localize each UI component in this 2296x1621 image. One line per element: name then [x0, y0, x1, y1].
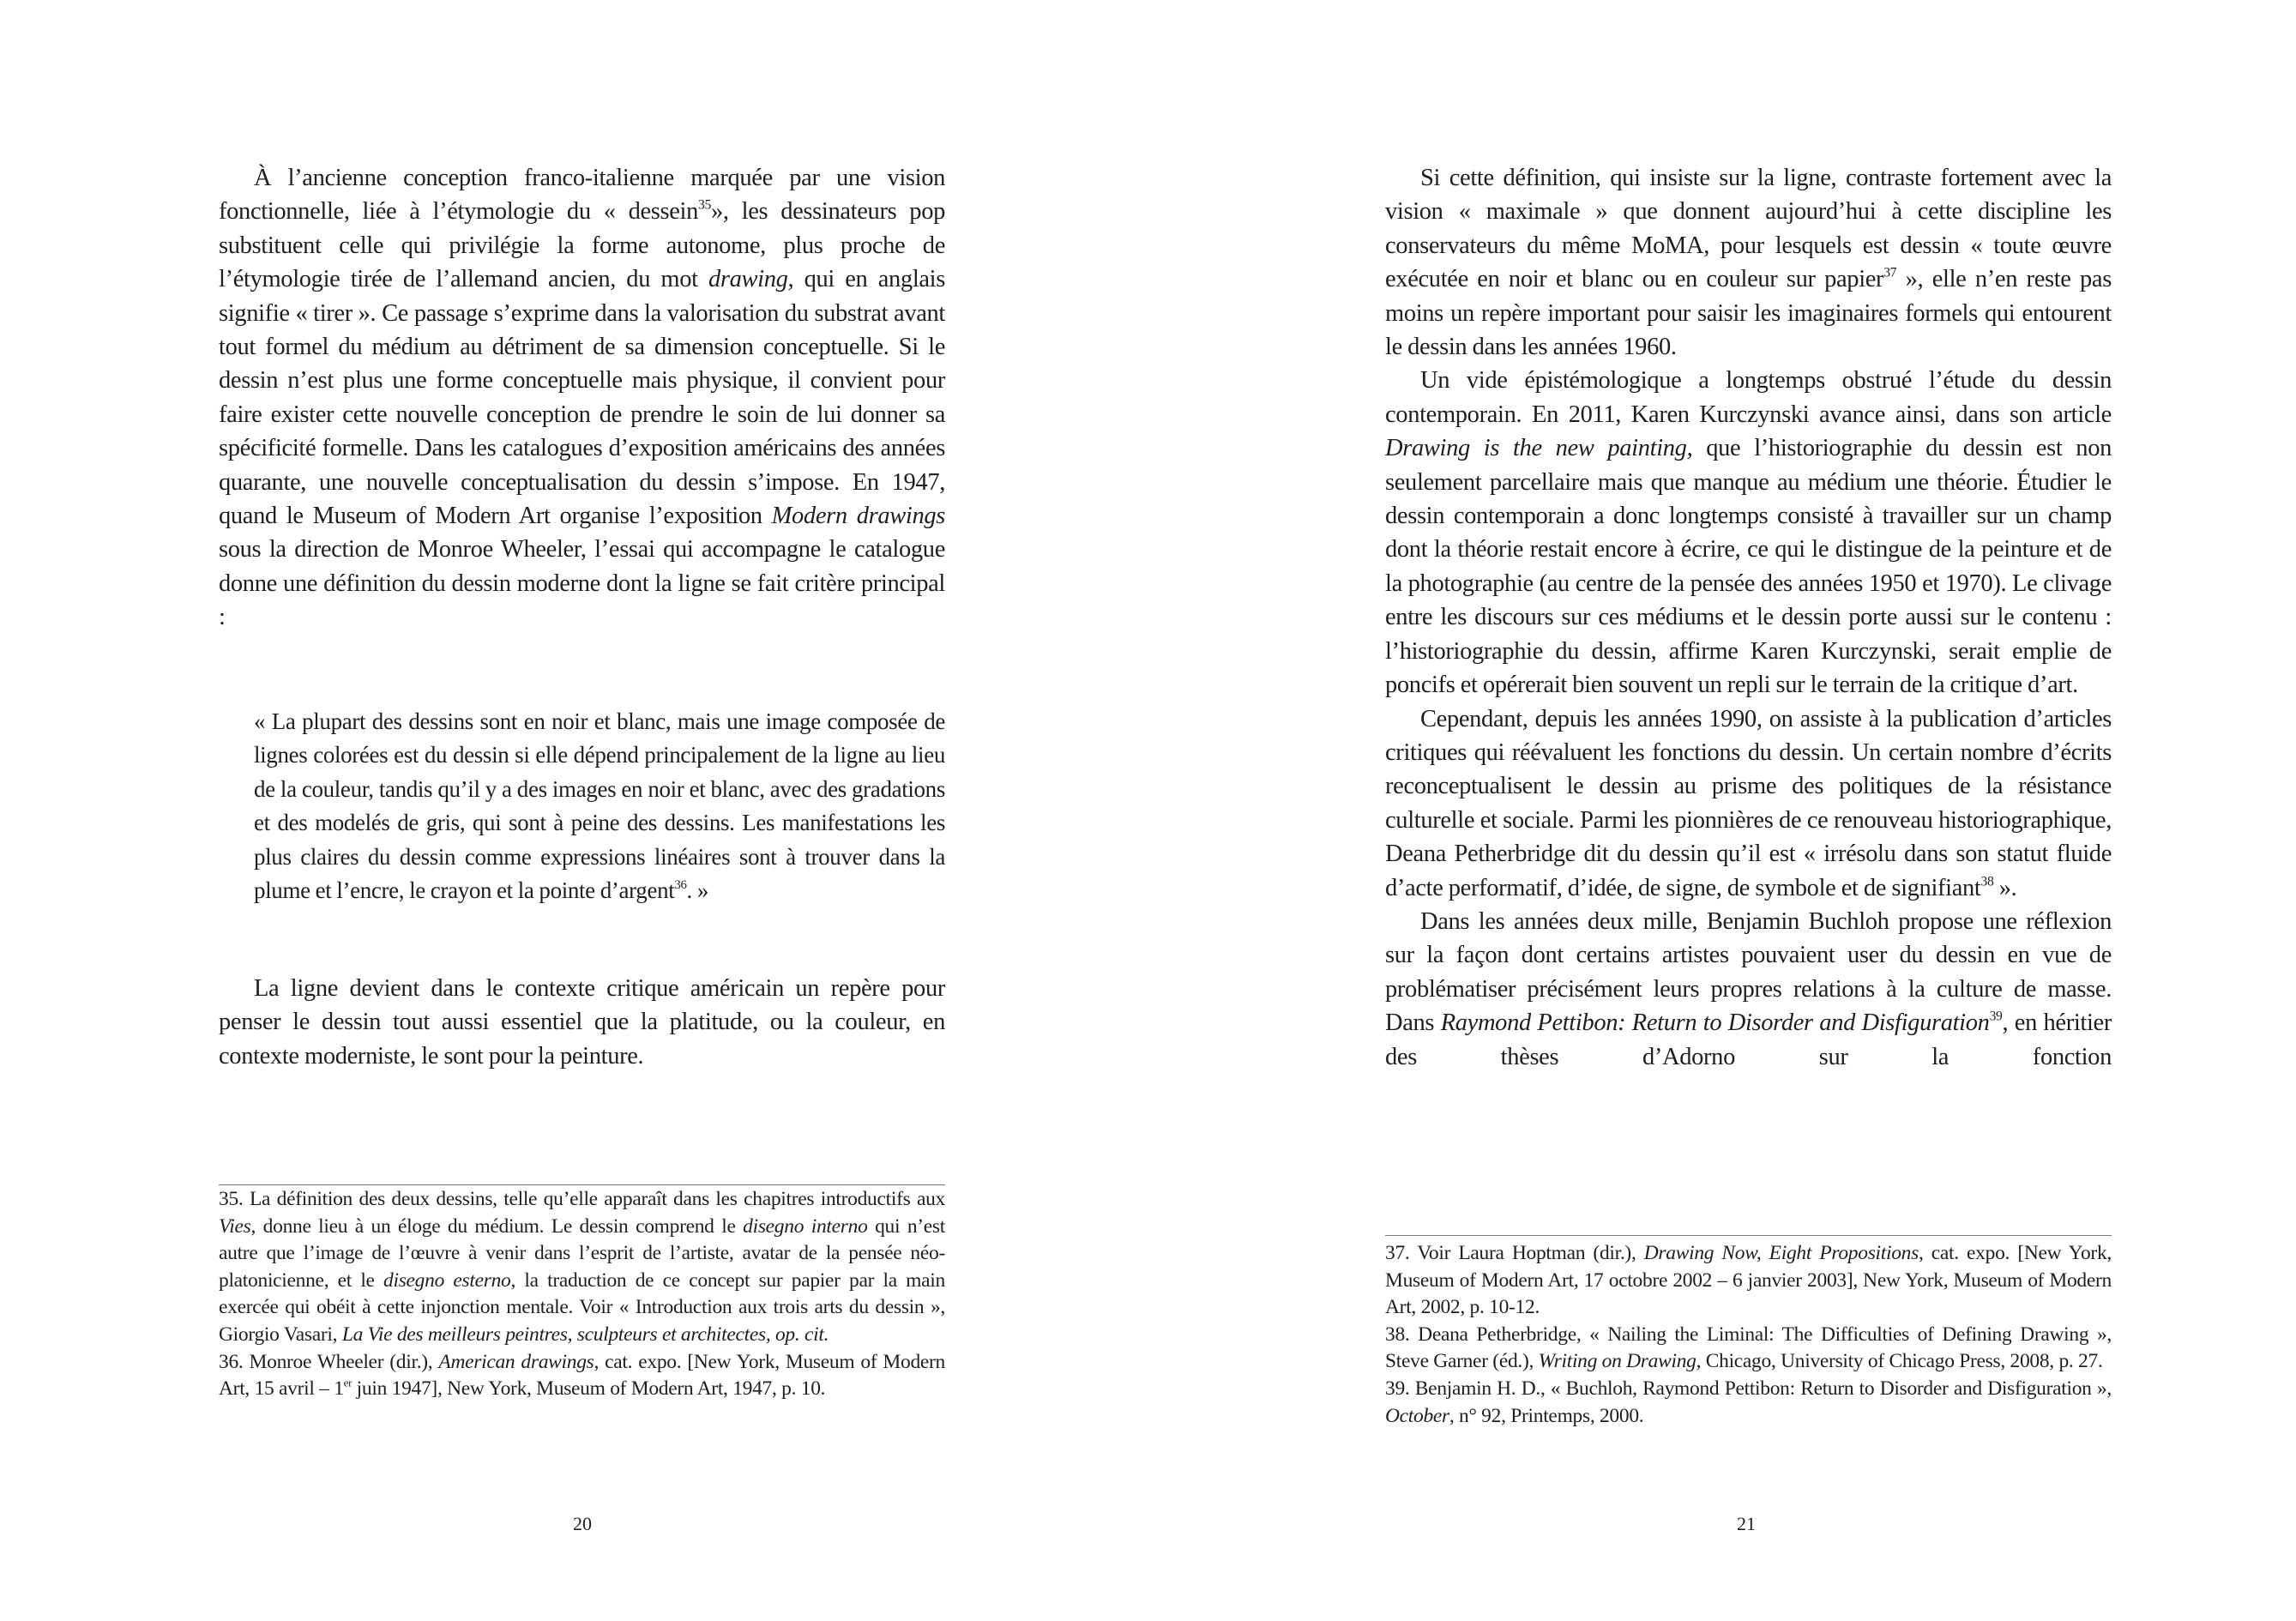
italic-text: drawing,	[708, 266, 794, 293]
text-run: 36. Monroe Wheeler (dir.),	[219, 1350, 439, 1373]
quote-paragraph	[254, 705, 945, 907]
text-run: « La plupart des dessins sont en noir et blanc, mais une image composée de lignes colorées est du dessin si elle dépend principalement de la ligne au lieu de la couleur, tandis qu’il y a des images en noir et blanc, avec des gradations et des modelés de gris, qui sont à peine des dessins. Les manifestations les plus claires du dessin comme expressions linéaires sont à trouver dans la plume et l’encre, le crayon et la pointe d’argent	[254, 708, 945, 904]
italic-text: La Vie des meilleurs peintres, sculpteurs et architectes, op. cit.	[341, 1323, 829, 1346]
italic-text: Modern drawings	[771, 503, 945, 530]
text-run: », elle n’en reste pas moins un repère important pour saisir les imaginaires formels qui entourent le dessin dans les années 1960.	[1385, 266, 2112, 361]
footnote	[219, 1186, 945, 1349]
text-run: , la traduction de ce concept sur papier par la main exercée qui obéit à cette injonction mentale. Voir « Introduction aux trois arts du dessin », Giorgio Vasari,	[219, 1268, 945, 1346]
page-number: 21	[1737, 1513, 1756, 1534]
body-text-top	[219, 161, 945, 635]
text-run: 37. Voir Laura Hoptman (dir.),	[1385, 1242, 1644, 1264]
text-run: , cat. expo. [New York, Museum of Modern Art, 17 octobre 2002 – 6 janvier 2003], New York, Museum of Modern Art, 2002, p. 10-12.	[1385, 1242, 2112, 1319]
footnote	[1385, 1240, 2112, 1322]
footnotes	[1385, 1240, 2112, 1430]
italic-text: Writing on Drawing	[1538, 1350, 1696, 1373]
text-run: que l’historiographie du dessin est non seulement parcellaire mais que manque au médium une théorie. Étudier le dessin contemporain a donc longtemps consisté à travailler sur un champ dont la théorie restait encore à écrire, ce qui le distingue de la peinture et de la photographie (au centre de la pensée des années 1950 et 1970). Le clivage entre les discours sur ces médiums et le dessin porte aussi sur le contenu : l’historiographie du dessin, affirme Karen Kurczynski, serait emplie de poncifs et opérerait bien souvent un repli sur le terrain de la critique d’art.	[1385, 435, 2112, 699]
italic-text: disegno interno	[743, 1214, 868, 1238]
footnotes	[219, 1186, 945, 1403]
text-run: 35. La définition des deux dessins, telle qu’elle apparaît dans les chapitres introductifs aux	[219, 1188, 945, 1210]
text-run: qui en anglais signifie « tirer ». Ce passage s’exprime dans la valorisation du substrat avant tout formel du médium au détriment de sa dimension conceptuelle. Si le dessin n’est plus une forme conceptuelle mais physique, il convient pour faire exister cette nouvelle conception de prendre le soin de lui donner sa spécificité formelle. Dans les catalogues d’exposition américains des années quarante, une nouvelle conceptualisation du dessin s’impose. En 1947, quand le Museum of Modern Art organise l’exposition	[219, 266, 945, 530]
text-run: qui n’est autre que l’image de l’œuvre à venir dans l’esprit de l’artiste, avatar de la pensée néo-platonicienne, et le	[219, 1214, 945, 1292]
text-run: , en héritier des thèses d’Adorno sur la fonction	[1385, 1009, 2112, 1070]
italic-text: disegno esterno	[383, 1268, 511, 1292]
text-run: , Chicago, University of Chicago Press, 2008, p. 27.	[1696, 1350, 2103, 1373]
footnote-ref: 37	[1883, 265, 1897, 280]
footnote-divider	[1385, 1235, 2112, 1236]
footnote	[1385, 1322, 2112, 1376]
block-quote	[254, 705, 945, 907]
text-run: . »	[686, 877, 708, 904]
paragraph	[1385, 905, 2112, 1074]
paragraph	[219, 972, 945, 1073]
paragraph	[1385, 161, 2112, 364]
right-page	[1148, 0, 2295, 1621]
footnote-divider	[219, 1184, 945, 1185]
footnote-ref: er	[343, 1376, 353, 1389]
text-run: ».	[1993, 874, 2017, 901]
italic-text: Drawing is the new painting,	[1385, 435, 1693, 462]
text-run: Cependant, depuis les années 1990, on assiste à la publication d’articles critiques qui réévaluent les fonctions du dessin. Un certain nombre d’écrits reconceptualisent le dessin au prisme des politiques de la résistance culturelle et sociale. Parmi les pionnières de ce renouveau historiographique, Deana Petherbridge dit du dessin qu’il est « irrésolu dans son statut fluide d’acte performatif, d’idée, de signe, de symbole et de signifiant	[1385, 705, 2112, 901]
text-run: Si cette définition, qui insiste sur la ligne, contraste fortement avec la vision « maximale » que donnent aujourd’hui à cette discipline les conservateurs du même MoMA, pour lesquels est dessin « toute œuvre exécutée en noir et blanc ou en couleur sur papier	[1385, 165, 2112, 293]
italic-text: Vies	[219, 1214, 251, 1238]
paragraph	[1385, 364, 2112, 702]
footnote	[1385, 1376, 2112, 1430]
text-run: La ligne devient dans le contexte critique américain un repère pour penser le dessin tout aussi essentiel que la platitude, ou la couleur, en contexte moderniste, le sont pour la peinture.	[219, 975, 945, 1070]
text-run: , donne lieu à un éloge du médium. Le dessin comprend le	[250, 1214, 744, 1238]
italic-text: Drawing Now, Eight Propositions	[1643, 1242, 1919, 1264]
footnote-ref: 38	[1980, 873, 1994, 889]
footnote-ref: 35	[698, 197, 711, 213]
text-run: », les dessinateurs pop substituent celle qui privilégie la forme autonome, plus proche de l’étymologie tirée de l’allemand ancien, du mot	[219, 198, 945, 293]
italic-text: American drawings	[438, 1350, 594, 1373]
body-text	[1385, 161, 2112, 1074]
text-run: sous la direction de Monroe Wheeler, l’essai qui accompagne le catalogue donne une définition du dessin moderne dont la ligne se fait critère principal :	[219, 536, 945, 631]
text-run: Dans les années deux mille, Benjamin Buchloh propose une réflexion sur la façon dont certains artistes pouvaient user du dessin en vue de problématiser précisément leurs propres relations à la culture de masse. Dans	[1385, 907, 2112, 1037]
footnote-ref: 36	[674, 877, 687, 892]
text-run: , n° 92, Printemps, 2000.	[1449, 1404, 1644, 1427]
footnote-ref: 39	[1989, 1009, 2003, 1024]
text-run: juin 1947], New York, Museum of Modern Art, 1947, p. 10.	[352, 1377, 826, 1401]
text-run: Un vide épistémologique a longtemps obstrué l’étude du dessin contemporain. En 2011, Karen Kurczynski avance ainsi, dans son article	[1385, 367, 2112, 428]
italic-text: Raymond Pettibon: Return to Disorder and Disfiguration	[1440, 1009, 1990, 1037]
text-run: 38. Deana Petherbridge, « Nailing the Liminal: The Difficulties of Defining Drawing », Steve Garner (éd.),	[1385, 1323, 2112, 1373]
text-run: À l’ancienne conception franco-italienne marquée par une vision fonctionnelle, liée à l’étymologie du « dessein	[219, 165, 945, 226]
body-text-bottom	[219, 972, 945, 1073]
paragraph	[1385, 702, 2112, 905]
paragraph	[219, 161, 945, 635]
page-number: 20	[573, 1513, 592, 1534]
footnote	[219, 1349, 945, 1403]
text-run: , cat. expo. [New York, Museum of Modern Art, 15 avril – 1	[219, 1350, 945, 1401]
italic-text: October	[1385, 1404, 1449, 1427]
text-run: 39. Benjamin H. D., « Buchloh, Raymond Pettibon: Return to Disorder and Disfiguration »,	[1385, 1377, 2112, 1400]
